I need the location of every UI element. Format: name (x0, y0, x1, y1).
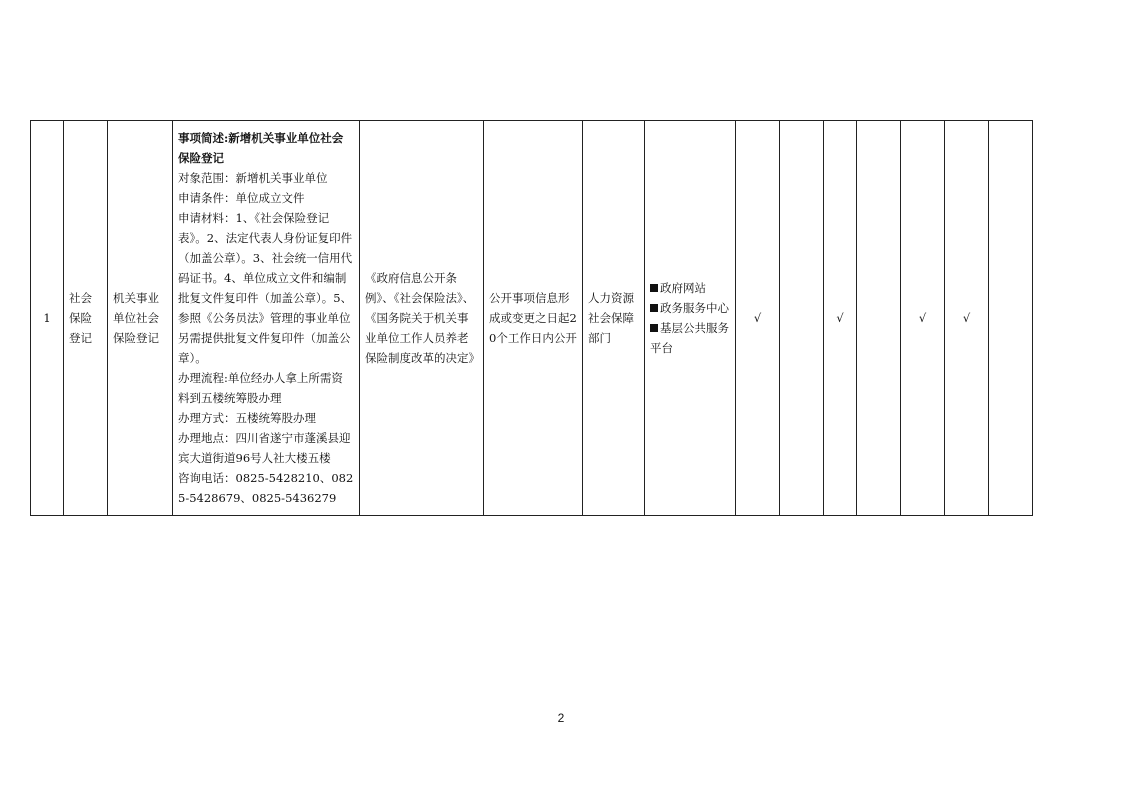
check-cell-7 (989, 121, 1033, 516)
check-cell-3: √ (824, 121, 857, 516)
time-limit-cell: 公开事项信息形成或变更之日起20个工作日内公开 (484, 121, 583, 516)
category-cell: 社会保险登记 (64, 121, 108, 516)
check-cell-4 (857, 121, 901, 516)
square-bullet-icon (650, 304, 658, 312)
channel-item (650, 278, 730, 298)
row-index: 1 (31, 121, 64, 516)
disclosure-table (30, 120, 1033, 516)
description-condition: 申请条件：单位成立文件 (178, 191, 305, 205)
check-cell-6: √ (945, 121, 989, 516)
description-phone: 咨询电话：0825-5428210、0825-5428679、0825-5436279 (178, 471, 354, 505)
check-cell-5: √ (901, 121, 945, 516)
check-cell-1: √ (736, 121, 780, 516)
description-method: 办理方式：五楼统筹股办理 (178, 411, 316, 425)
basis-cell: 《政府信息公开条例》、《社会保险法》、《国务院关于机关事业单位工作人员养老保险制度改革的决定》 (360, 121, 484, 516)
channel-label: 政务服务中心 (660, 301, 729, 315)
page-number: 2 (557, 711, 565, 725)
description-cell (173, 121, 360, 516)
channel-label: 基层公共服务平台 (650, 321, 729, 355)
department-cell: 人力资源社会保障部门 (583, 121, 645, 516)
channel-item (650, 298, 730, 318)
channel-item (650, 318, 730, 358)
square-bullet-icon (650, 284, 658, 292)
table-row (31, 121, 1033, 516)
description-title: 事项简述:新增机关事业单位社会保险登记 (178, 131, 344, 165)
description-scope: 对象范围：新增机关事业单位 (178, 171, 328, 185)
square-bullet-icon (650, 324, 658, 332)
check-cell-2 (780, 121, 824, 516)
description-materials: 申请材料：1、《社会保险登记表》。2、法定代表人身份证复印件（加盖公章）。3、社会统一信用代码证书。4、单位成立文件和编制批复文件复印件（加盖公章）。5、参照《公务员法》管理的事业单位另需提供批复文件复印件（加盖公章）。 (178, 211, 353, 365)
description-process: 办理流程:单位经办人拿上所需资料到五楼统筹股办理 (178, 371, 343, 405)
channels-cell (645, 121, 736, 516)
channel-label: 政府网站 (660, 281, 706, 295)
item-name-cell: 机关事业单位社会保险登记 (108, 121, 173, 516)
description-location: 办理地点：四川省遂宁市蓬溪县迎宾大道街道96号人社大楼五楼 (178, 431, 351, 465)
